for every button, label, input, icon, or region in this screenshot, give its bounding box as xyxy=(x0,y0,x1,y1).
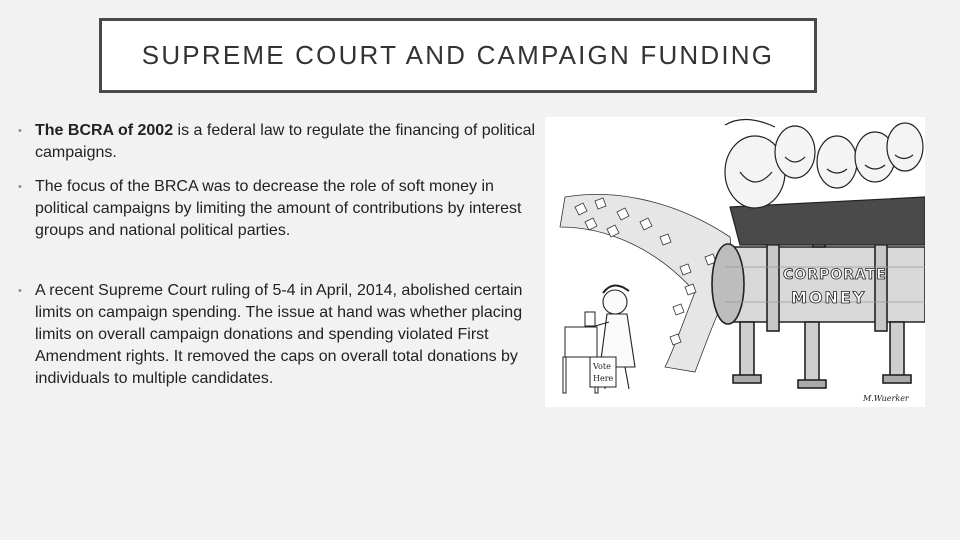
bullet-item xyxy=(18,120,543,164)
bullet-list xyxy=(18,120,543,390)
justices xyxy=(725,119,925,245)
pipe-label-1: CORPORATE xyxy=(783,267,887,283)
bullet-item xyxy=(18,176,543,242)
slide-title: SUPREME COURT AND CAMPAIGN FUNDING xyxy=(141,40,775,70)
bullet-item xyxy=(18,280,543,390)
sign-line-1: Vote xyxy=(593,362,611,371)
cartoonist-signature: M.Wuerker xyxy=(863,394,909,403)
bullet-dot-icon: • xyxy=(18,285,22,297)
title-box xyxy=(99,18,817,93)
bullet-dot-icon: • xyxy=(18,181,22,193)
sign-line-2: Here xyxy=(593,374,614,383)
bullet-dot-icon: • xyxy=(18,125,22,137)
bullet-bold-text: The BCRA of 2002 xyxy=(35,122,174,139)
bullet-text: The focus of the BRCA was to decrease the role of soft money in political campaigns by limiting the amount of contributions by interest groups and national political parties. xyxy=(35,178,522,239)
pipe-label-2: MONEY xyxy=(791,288,867,307)
bullet-text: A recent Supreme Court ruling of 5-4 in April, 2014, abolished certain limits on campaign spending. The issue at hand was whether placing limits on overall campaign donations and spending violated First Amendment rights. It removed the caps on overall total donations by individuals to multiple candidates. xyxy=(35,282,523,387)
bullet-text: is a federal law to regulate the financing of political campaigns. xyxy=(35,122,536,161)
political-cartoon xyxy=(545,117,925,407)
